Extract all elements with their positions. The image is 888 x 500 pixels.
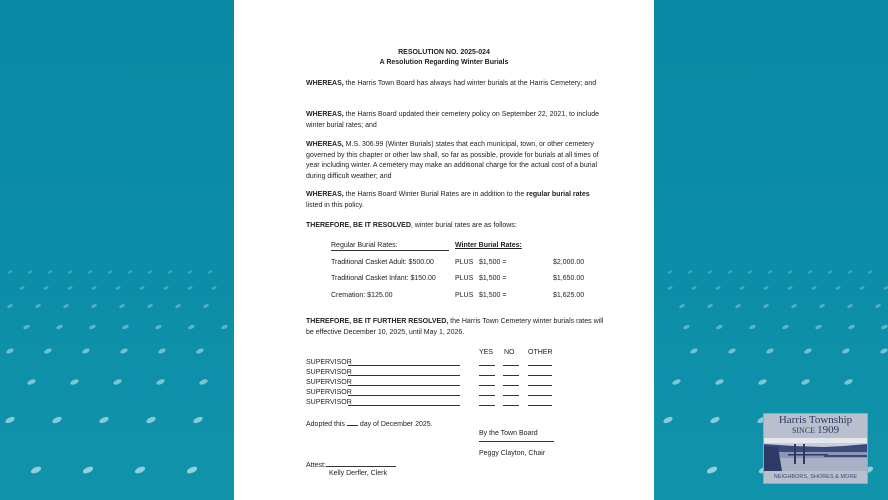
paragraph-lead: WHEREAS, xyxy=(306,191,344,198)
background-dot xyxy=(691,286,697,291)
background-dot xyxy=(147,270,153,274)
background-dot xyxy=(709,416,720,425)
background-dot xyxy=(167,270,173,274)
paragraph-bold-text: regular burial rates xyxy=(526,191,590,198)
supervisor-name-line xyxy=(348,375,460,376)
background-dot xyxy=(56,324,64,330)
paragraph-lead: WHEREAS, xyxy=(306,111,344,118)
supervisor-name-line xyxy=(348,385,460,386)
background-dot xyxy=(875,303,882,308)
other-blank xyxy=(528,405,552,406)
background-dot xyxy=(119,303,126,308)
document-subtitle: A Resolution Regarding Winter Burials xyxy=(379,59,509,66)
background-dot xyxy=(221,324,229,330)
background-dot xyxy=(186,465,198,475)
document-title: RESOLUTION NO. 2025-024 xyxy=(398,49,490,56)
rate-row-total: $1,625.00 xyxy=(553,292,585,299)
background-dot xyxy=(91,286,97,291)
yes-blank xyxy=(479,405,495,406)
background-dot xyxy=(667,286,673,291)
adopted-line: Adopted this day of December 2025. xyxy=(306,418,433,431)
other-blank xyxy=(528,375,552,376)
rate-row-regular: Traditional Casket Infant: $150.00 xyxy=(331,275,436,282)
background-dot xyxy=(7,303,14,308)
background-dot xyxy=(835,286,841,291)
background-dot xyxy=(739,286,745,291)
background-dot xyxy=(683,324,691,330)
background-dot xyxy=(203,303,210,308)
vote-column-other: OTHER xyxy=(528,349,553,356)
whereas-paragraph-3 xyxy=(306,140,606,182)
paragraph-lead: THEREFORE, BE IT RESOLVED xyxy=(306,222,411,229)
background-dot xyxy=(155,324,163,330)
logo-tagline: NEIGHBORS, SHORES & MORE xyxy=(773,474,858,480)
background-dot xyxy=(112,378,122,386)
lake-scene-image xyxy=(764,438,867,471)
background-dot xyxy=(735,303,742,308)
background-dot xyxy=(767,270,773,274)
rate-row-regular: Traditional Casket Adult: $500.00 xyxy=(331,259,434,266)
harris-township-logo xyxy=(763,413,868,484)
whereas-paragraph-1 xyxy=(306,79,606,90)
background-dot xyxy=(158,347,167,354)
background-dot xyxy=(811,286,817,291)
background-dot xyxy=(763,303,770,308)
background-dot xyxy=(662,416,673,425)
rate-row-winter: $1,500 = xyxy=(479,275,507,282)
background-dot xyxy=(749,324,757,330)
background-dot xyxy=(120,347,129,354)
background-dot xyxy=(707,270,713,274)
rate-row-plus: PLUS xyxy=(455,259,474,266)
attest-line: Attest: xyxy=(306,459,396,472)
background-dot xyxy=(211,286,217,291)
background-dot xyxy=(827,270,833,274)
background-dot xyxy=(122,324,130,330)
by-town-board: By the Town Board xyxy=(479,430,538,437)
other-blank xyxy=(528,365,552,366)
paragraph-text: the Harris Town Cemetery winter burials rates will be effective December 10, 2025, until May 1, 2026. xyxy=(306,318,604,336)
background-dot xyxy=(727,270,733,274)
winter-rates-header: Winter Burial Rates: xyxy=(455,242,522,249)
background-dot xyxy=(848,324,856,330)
background-dot xyxy=(67,286,73,291)
background-dot xyxy=(163,286,169,291)
rate-row-winter: $1,500 = xyxy=(479,292,507,299)
background-dot xyxy=(859,286,865,291)
rate-row-plus: PLUS xyxy=(455,275,474,282)
background-dot xyxy=(155,378,165,386)
background-dot xyxy=(815,324,823,330)
paragraph-lead: WHEREAS, xyxy=(306,80,344,87)
background-dot xyxy=(198,378,208,386)
background-dot xyxy=(134,465,146,475)
yes-blank xyxy=(479,385,495,386)
background-dot xyxy=(883,286,888,291)
background-dot xyxy=(880,347,888,354)
background-dot xyxy=(867,270,873,274)
supervisor-name-line xyxy=(348,405,460,406)
background-dot xyxy=(115,286,121,291)
background-dot xyxy=(23,324,31,330)
paragraph-lead: WHEREAS, xyxy=(306,141,344,148)
background-dot xyxy=(47,270,53,274)
supervisor-name-line xyxy=(348,395,460,396)
rate-row-regular: Cremation: $125.00 xyxy=(331,292,393,299)
supervisor-label: SUPERVISOR xyxy=(306,389,352,396)
other-blank xyxy=(528,385,552,386)
yes-blank xyxy=(479,365,495,366)
background-dot xyxy=(139,286,145,291)
background-dot xyxy=(847,303,854,308)
background-dot xyxy=(82,347,91,354)
background-dot xyxy=(175,303,182,308)
chair-name: Peggy Clayton, Chair xyxy=(479,450,546,457)
vote-column-yes: YES xyxy=(479,349,494,356)
supervisor-label: SUPERVISOR xyxy=(306,399,352,406)
vote-column-no: NO xyxy=(504,349,515,356)
background-dot xyxy=(706,465,718,475)
background-dot xyxy=(26,378,36,386)
rate-row-total: $2,000.00 xyxy=(553,259,585,266)
background-dot xyxy=(127,270,133,274)
background-dot xyxy=(7,270,13,274)
background-dot xyxy=(107,270,113,274)
background-dot xyxy=(881,324,888,330)
further-resolved-paragraph xyxy=(306,317,606,338)
rate-row-winter: $1,500 = xyxy=(479,259,507,266)
clerk-name: Kelly Derfler, Clerk xyxy=(329,470,387,477)
no-blank xyxy=(503,365,519,366)
background-dot xyxy=(842,347,851,354)
background-dot xyxy=(791,303,798,308)
background-dot xyxy=(147,303,154,308)
background-dot xyxy=(707,303,714,308)
background-dot xyxy=(43,286,49,291)
paragraph-lead: THEREFORE, BE IT FURTHER RESOLVED, xyxy=(306,318,449,325)
background-dot xyxy=(807,270,813,274)
supervisor-label: SUPERVISOR xyxy=(306,379,352,386)
background-dot xyxy=(44,347,53,354)
background-dot xyxy=(687,270,693,274)
background-dot xyxy=(747,270,753,274)
paragraph-text: M.S. 306.99 (Winter Burials) states that each municipal, town, or other cemetery governed by this chapter or other law shall, so far as possible, provide for burials at all times of year including winter. A cemetery may make an additional charge for the actual cost of a burial during difficult weather; and xyxy=(306,141,599,180)
background-dot xyxy=(6,347,15,354)
background-dot xyxy=(87,270,93,274)
background-dot xyxy=(30,465,42,475)
background-dot xyxy=(800,378,810,386)
background-dot xyxy=(188,324,196,330)
background-dot xyxy=(207,270,213,274)
background-dot xyxy=(51,416,62,425)
no-blank xyxy=(503,375,519,376)
background-dot xyxy=(782,324,790,330)
resolution-document xyxy=(234,0,654,500)
background-dot xyxy=(728,347,737,354)
background-dot xyxy=(98,416,109,425)
regular-rates-header: Regular Burial Rates: xyxy=(331,241,449,251)
background-dot xyxy=(35,303,42,308)
rate-row-total: $1,650.00 xyxy=(553,275,585,282)
background-dot xyxy=(787,286,793,291)
whereas-paragraph-2 xyxy=(306,110,606,131)
background-dot xyxy=(27,270,33,274)
background-dot xyxy=(757,378,767,386)
day-blank xyxy=(347,418,358,426)
yes-blank xyxy=(479,395,495,396)
resolved-paragraph xyxy=(306,221,606,232)
background-dot xyxy=(67,270,73,274)
paragraph-text: the Harris Board Winter Burial Rates are in addition to the xyxy=(343,191,527,198)
background-dot xyxy=(91,303,98,308)
background-dot xyxy=(763,286,769,291)
supervisor-label: SUPERVISOR xyxy=(306,369,352,376)
clerk-signature-line xyxy=(326,459,396,467)
rate-row-plus: PLUS xyxy=(455,292,474,299)
other-blank xyxy=(528,395,552,396)
no-blank xyxy=(503,385,519,386)
logo-since: SINCE 1909 xyxy=(791,424,840,436)
background-dot xyxy=(843,378,853,386)
background-dot xyxy=(819,303,826,308)
background-dot xyxy=(82,465,94,475)
chair-signature-line xyxy=(479,441,554,442)
logo-name: Harris Township xyxy=(778,414,853,426)
background-dot xyxy=(192,416,203,425)
background-dot xyxy=(715,286,721,291)
background-dot xyxy=(766,347,775,354)
background-dot xyxy=(63,303,70,308)
background-dot xyxy=(787,270,793,274)
background-dot xyxy=(667,270,673,274)
background-dot xyxy=(19,286,25,291)
background-dot xyxy=(690,347,699,354)
background-dot xyxy=(804,347,813,354)
background-dot xyxy=(187,270,193,274)
no-blank xyxy=(503,395,519,396)
background-dot xyxy=(69,378,79,386)
background-dot xyxy=(714,378,724,386)
supervisor-label: SUPERVISOR xyxy=(306,359,352,366)
background-dot xyxy=(671,378,681,386)
background-dot xyxy=(187,286,193,291)
background-dot xyxy=(847,270,853,274)
paragraph-text: the Harris Town Board has always had winter burials at the Harris Cemetery; and xyxy=(343,80,597,87)
background-dot xyxy=(716,324,724,330)
background-dot xyxy=(89,324,97,330)
supervisor-name-line xyxy=(348,365,460,366)
background-dot xyxy=(196,347,205,354)
paragraph-text: , winter burial rates are as follows: xyxy=(410,222,517,229)
background-dot xyxy=(4,416,15,425)
whereas-paragraph-4 xyxy=(306,190,606,211)
no-blank xyxy=(503,405,519,406)
paragraph-text: listed in this policy. xyxy=(306,201,364,209)
background-dot xyxy=(679,303,686,308)
paragraph-text: the Harris Board updated their cemetery policy on September 22, 2021, to include winter burial rates; and xyxy=(306,111,599,129)
yes-blank xyxy=(479,375,495,376)
background-dot xyxy=(145,416,156,425)
